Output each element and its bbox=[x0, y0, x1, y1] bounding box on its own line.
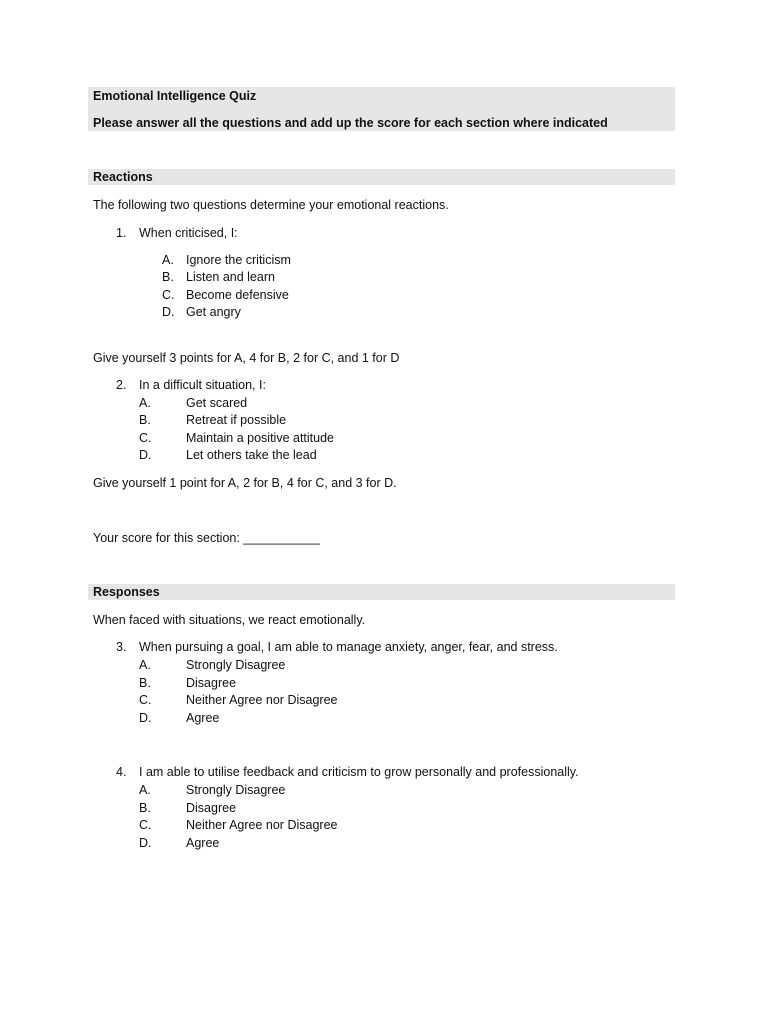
responses-intro: When faced with situations, we react emotionally. bbox=[93, 613, 366, 627]
q1-option-b-letter: B. bbox=[162, 270, 174, 284]
q4-option-c-letter: C. bbox=[139, 818, 152, 832]
q1-option-c[interactable]: Become defensive bbox=[186, 288, 289, 302]
q3-option-b-letter: B. bbox=[139, 676, 151, 690]
q2-option-b[interactable]: Retreat if possible bbox=[186, 413, 287, 427]
reactions-heading-shade bbox=[88, 169, 675, 185]
responses-heading: Responses bbox=[93, 585, 160, 599]
q4-option-a-letter: A. bbox=[139, 783, 151, 797]
reactions-heading: Reactions bbox=[93, 170, 153, 184]
q2-option-c[interactable]: Maintain a positive attitude bbox=[186, 431, 335, 445]
q2-option-c-letter: C. bbox=[139, 431, 152, 445]
q1-number: 1. bbox=[116, 226, 127, 240]
q4-option-a[interactable]: Strongly Disagree bbox=[186, 783, 286, 797]
q4-text: I am able to utilise feedback and criticism to grow personally and professionally. bbox=[139, 765, 579, 779]
section-score-line[interactable]: Your score for this section: ___________ bbox=[93, 531, 320, 545]
q3-option-c-letter: C. bbox=[139, 693, 152, 707]
q3-number: 3. bbox=[116, 640, 127, 654]
q1-option-c-letter: C. bbox=[162, 288, 175, 302]
q3-text: When pursuing a goal, I am able to manage anxiety, anger, fear, and stress. bbox=[139, 640, 558, 654]
q3-option-a[interactable]: Strongly Disagree bbox=[186, 658, 286, 672]
q1-text: When criticised, I: bbox=[139, 226, 238, 240]
q2-option-a[interactable]: Get scared bbox=[186, 396, 248, 410]
q1-option-a[interactable]: Ignore the criticism bbox=[186, 253, 291, 267]
q1-option-b[interactable]: Listen and learn bbox=[186, 270, 275, 284]
q1-option-a-letter: A. bbox=[162, 253, 174, 267]
q4-option-d[interactable]: Agree bbox=[186, 836, 220, 850]
q4-option-b-letter: B. bbox=[139, 801, 151, 815]
q2-scoring: Give yourself 1 point for A, 2 for B, 4 for C, and 3 for D. bbox=[93, 476, 397, 490]
q3-option-b[interactable]: Disagree bbox=[186, 676, 237, 690]
reactions-intro: The following two questions determine your emotional reactions. bbox=[93, 198, 449, 212]
q3-option-a-letter: A. bbox=[139, 658, 151, 672]
q4-number: 4. bbox=[116, 765, 127, 779]
responses-heading-shade bbox=[88, 584, 675, 600]
q3-option-c[interactable]: Neither Agree nor Disagree bbox=[186, 693, 338, 707]
q2-number: 2. bbox=[116, 378, 127, 392]
q4-option-d-letter: D. bbox=[139, 836, 152, 850]
q2-option-b-letter: B. bbox=[139, 413, 151, 427]
q2-option-a-letter: A. bbox=[139, 396, 151, 410]
quiz-title: Emotional Intelligence Quiz bbox=[93, 89, 257, 103]
q2-text: In a difficult situation, I: bbox=[139, 378, 266, 392]
q2-option-d-letter: D. bbox=[139, 448, 152, 462]
quiz-instruction: Please answer all the questions and add up the score for each section where indicated bbox=[93, 116, 608, 130]
q1-option-d-letter: D. bbox=[162, 305, 175, 319]
q4-option-c[interactable]: Neither Agree nor Disagree bbox=[186, 818, 338, 832]
q4-option-b[interactable]: Disagree bbox=[186, 801, 237, 815]
q1-option-d[interactable]: Get angry bbox=[186, 305, 241, 319]
q3-option-d-letter: D. bbox=[139, 711, 152, 725]
q1-scoring: Give yourself 3 points for A, 4 for B, 2 for C, and 1 for D bbox=[93, 351, 400, 365]
q3-option-d[interactable]: Agree bbox=[186, 711, 220, 725]
q2-option-d[interactable]: Let others take the lead bbox=[186, 448, 317, 462]
